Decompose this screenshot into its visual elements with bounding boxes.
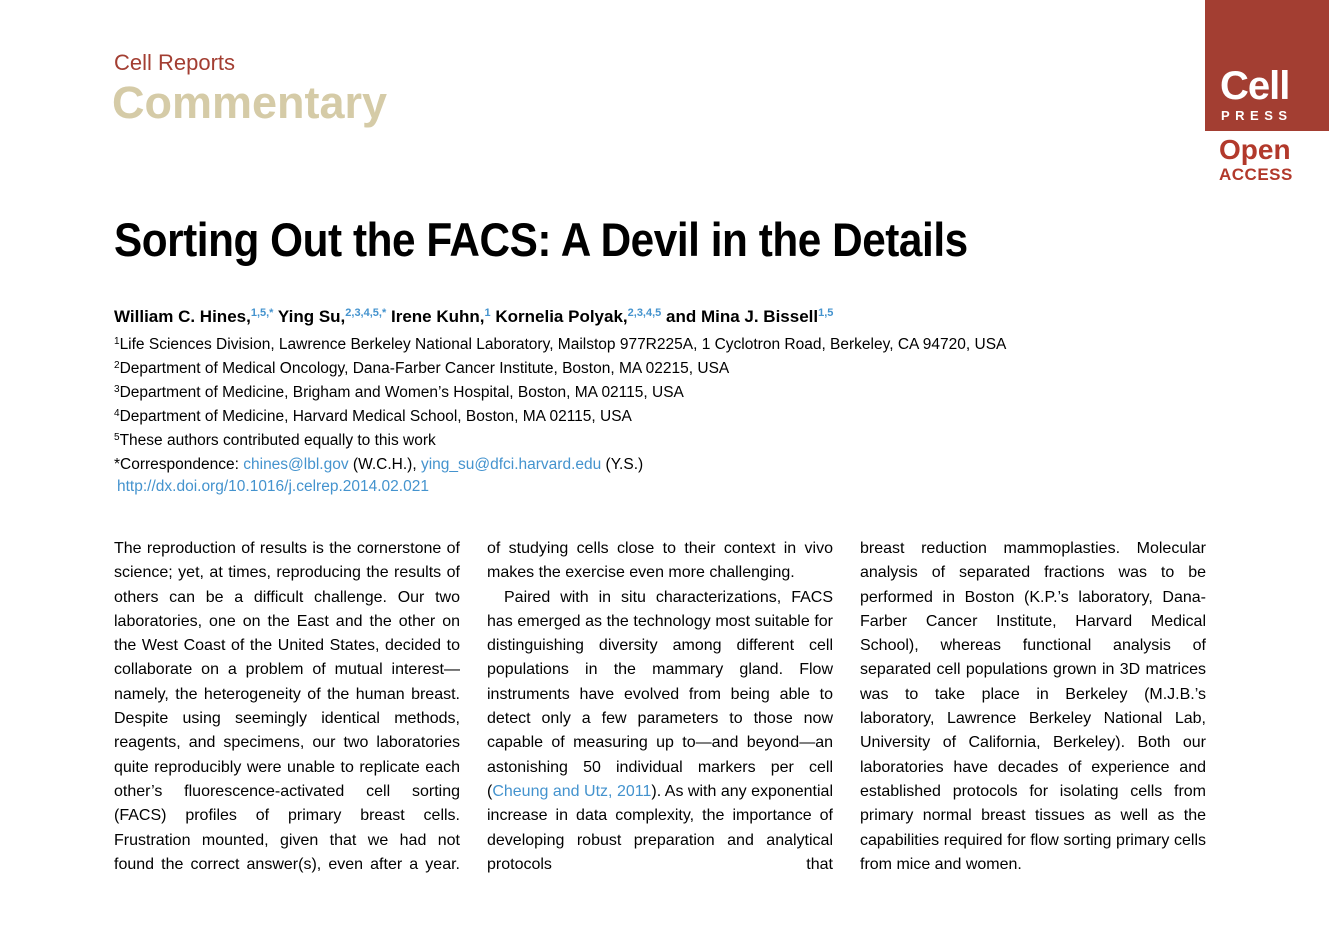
author-name: Irene Kuhn, [390,307,485,326]
author-superscript: 1,5 [818,307,834,319]
author-superscript: 2,3,4,5,* [345,307,387,319]
text-run: ). As with any exponential increase in data complexity, the importance of developing robust preparation and analytical protocols that [487,782,833,873]
body-column-2 [487,537,833,927]
body-paragraph [860,537,1206,877]
citation-link-cheung-utz-2011[interactable]: Cheung and Utz, 2011 [492,782,652,800]
author-name: William C. Hines, [114,307,251,326]
correspondence-line [114,454,1006,476]
body-paragraph [114,537,460,877]
cell-press-logo [1205,0,1329,131]
open-access-open-label: Open [1219,134,1291,165]
email-link-su[interactable]: ying_su@dfci.harvard.edu [420,456,602,473]
affiliation-superscript: 5 [114,432,120,443]
open-access-badge [1219,134,1293,184]
text-run: *Correspondence: [114,456,244,473]
affiliation-text: Department of Medicine, Harvard Medical School, Boston, MA 02115, USA [119,408,632,425]
text-run: (W.C.H.), [348,456,421,473]
cell-press-wordmark: Cell [1220,64,1290,108]
text-run: of studying cells close to their context in vivo makes the exercise even more challenging. [487,540,833,582]
text-run: The reproduction of results is the cornerstone of science; yet, at times, reproducing the results of others can be a difficult challenge. Our two laboratories, one on the East and the other on the West Coast of the United States, decided to collaborate on a problem of mutual interest—namely, the heterogeneity of the human breast. Despite using seemingly identical methods, reagents, and specimens, our two laboratories quite reproducibly were unable to replicate each other’s fluorescence-activated cell sorting (FACS) profiles of primary breast cells. Frustration mounted, given that we had not found the correct answer(s), even after a year. [114,540,460,873]
affiliation-line [114,334,1006,358]
author-superscript: 1,5,* [250,307,274,319]
body-column-3 [860,537,1206,927]
affiliation-line [114,358,1006,382]
open-access-access-label: ACCESS [1219,165,1293,184]
body-paragraph [487,586,833,878]
affiliation-text: Department of Medical Oncology, Dana-Farber Cancer Institute, Boston, MA 02215, USA [119,360,730,377]
text-run: (Y.S.) [601,456,644,473]
author-name: Ying Su, [277,307,346,326]
affiliation-line [114,406,1006,430]
text-run: breast reduction mammoplasties. Molecular analysis of separated fractions was to be performed in Boston (K.P.’s laboratory, Dana-Farber Cancer Institute, Harvard Medical School), whereas functional analysis of separated cell populations grown in 3D matrices was to take place in Berkeley (M.J.B.’s laboratory, Lawrence Berkeley National Lab, University of California, Berkeley). Both our laboratories have decades of experience and established protocols for isolating cells from primary normal breast tissues as well as the capabilities required for flow sorting primary cells from mice and women. [860,540,1206,873]
affiliation-superscript: 3 [114,384,120,395]
body-paragraph [487,537,833,586]
affiliation-superscript: 2 [114,360,120,371]
journal-name: Cell Reports [114,50,236,75]
email-link-hines[interactable]: chines@lbl.gov [243,456,349,473]
text-run: Paired with in situ characterizations, FACS has emerged as the technology most suitable for distinguishing diversity among different cell populations in the mammary gland. Flow instruments have evolved from being able to detect only a few parameters to those now capable of measuring up to—and beyond—an astonishing 50 individual markers per cell ( [487,588,833,800]
affiliation-text: Life Sciences Division, Lawrence Berkeley National Laboratory, Mailstop 977R225A, 1 Cyclotron Road, Berkeley, CA 94720, USA [119,336,1007,353]
body-columns [114,537,1206,927]
affiliation-superscript: 1 [114,336,120,347]
doi-link[interactable]: http://dx.doi.org/10.1016/j.celrep.2014.02.021 [117,478,429,495]
article-title: Sorting Out the FACS: A Devil in the Details [114,213,968,266]
article-type-label: Commentary [112,77,388,128]
body-column-1 [114,537,460,927]
author-name: and Mina J. Bissell [666,307,819,326]
doi-line [114,476,1006,498]
cell-press-press-label: PRESS [1221,108,1293,123]
author-superscript: 1 [484,307,491,319]
affiliations-block [114,334,1006,498]
author-name: Kornelia Polyak, [495,307,628,326]
affiliation-text: Department of Medicine, Brigham and Women’s Hospital, Boston, MA 02115, USA [119,384,684,401]
author-line [114,306,833,330]
author-superscript: 2,3,4,5 [627,307,662,319]
affiliation-line [114,430,1006,454]
affiliation-superscript: 4 [114,408,120,419]
affiliation-line [114,382,1006,406]
affiliation-text: These authors contributed equally to this work [119,432,436,449]
